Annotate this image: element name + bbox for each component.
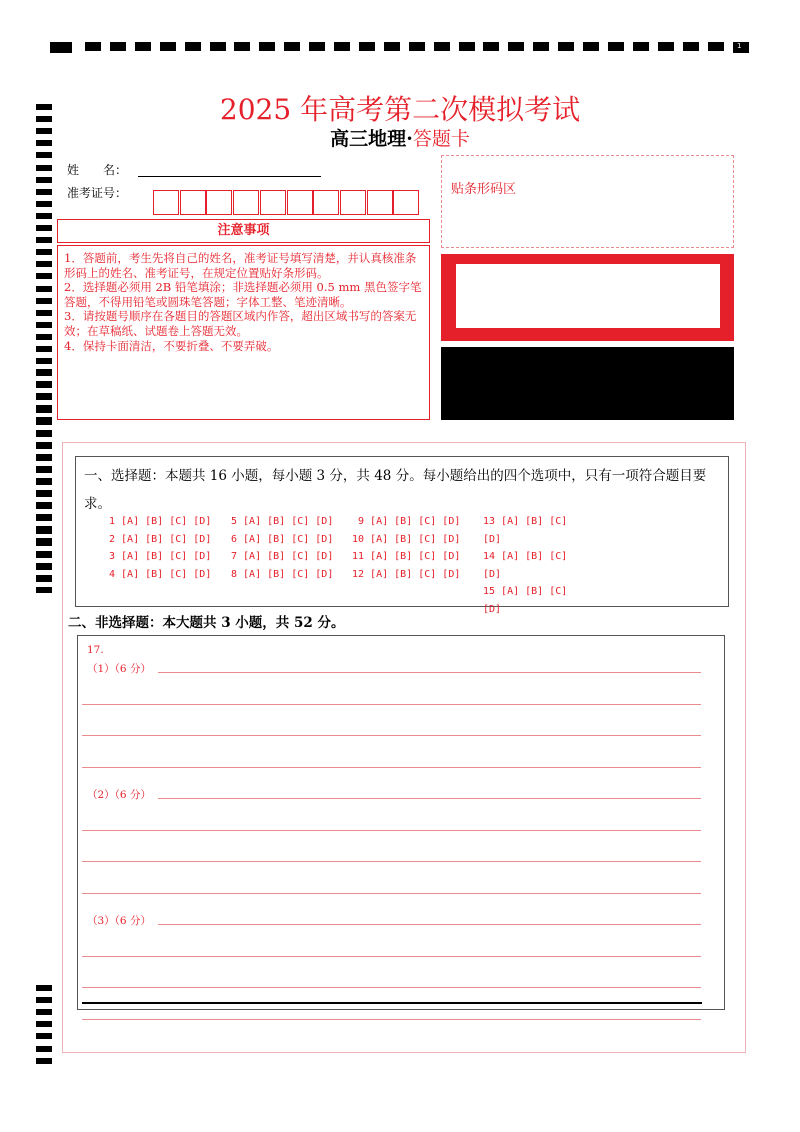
timing-mark	[36, 478, 52, 484]
choice-item[interactable]: 8 [A] [B] [C] [D]	[231, 568, 334, 580]
timing-mark	[36, 358, 52, 364]
question-17-label: 17.	[87, 644, 104, 656]
answer-line[interactable]	[82, 893, 701, 894]
timing-mark	[210, 42, 226, 51]
timing-mark	[36, 466, 52, 472]
timing-mark	[36, 551, 52, 557]
choice-item[interactable]: 3 [A] [B] [C] [D]	[109, 551, 212, 563]
timing-mark	[36, 261, 52, 267]
choice-item[interactable]: 9 [A] [B] [C] [D]	[352, 516, 461, 527]
timing-mark	[36, 393, 52, 399]
exam-id-cell[interactable]	[180, 190, 206, 215]
notice-item: 3．请按题号顺序在各题目的答题区域内作答，超出区域书写的答案无效；在草稿纸、试题卷上答题无效。	[64, 309, 417, 338]
question-17-box	[77, 635, 725, 1010]
timing-mark	[36, 213, 52, 219]
timing-mark	[533, 42, 549, 51]
timing-mark	[36, 1009, 52, 1015]
answer-line[interactable]	[82, 987, 701, 988]
answer-line[interactable]	[82, 704, 701, 705]
timing-mark	[36, 286, 52, 292]
timing-mark	[658, 42, 674, 51]
q17-part3-label: （3）（6 分）	[87, 915, 151, 927]
timing-mark	[309, 42, 325, 51]
exam-id-cell[interactable]	[287, 190, 313, 215]
timing-mark	[334, 42, 350, 51]
name-field[interactable]	[138, 176, 321, 177]
timing-mark	[36, 563, 52, 569]
timing-mark	[483, 42, 499, 51]
timing-mark	[36, 997, 52, 1003]
timing-mark	[36, 334, 52, 340]
timing-mark	[409, 42, 425, 51]
choice-item[interactable]: 10 [A] [B] [C] [D]	[352, 533, 461, 545]
page-number-box	[733, 42, 749, 53]
choice-item[interactable]: 7 [A] [B] [C] [D]	[231, 551, 334, 563]
timing-mark	[36, 575, 52, 581]
timing-mark	[36, 526, 52, 532]
choice-item[interactable]: 14 [A] [B] [C]	[483, 551, 568, 563]
timing-mark	[185, 42, 201, 51]
timing-mark	[36, 538, 52, 544]
timing-mark	[36, 1021, 52, 1027]
timing-mark	[36, 1058, 52, 1064]
timing-mark	[459, 42, 475, 51]
exam-id-label: 准考证号：	[67, 186, 128, 200]
q17-part2-label: （2）（6 分）	[87, 789, 151, 801]
exam-id-cell[interactable]	[393, 190, 419, 215]
answer-line[interactable]	[158, 924, 701, 925]
exam-id-cell[interactable]	[233, 190, 259, 215]
timing-mark	[36, 381, 52, 387]
section1-title: 一、选择题：本题共 16 小题，每小题 3 分，共 48 分。每小题给出的四个选项中，只有一项符合题目要求。	[84, 468, 707, 512]
timing-mark	[36, 454, 52, 460]
answer-line[interactable]	[158, 798, 701, 799]
timing-mark	[36, 249, 52, 255]
notice-body	[57, 245, 430, 420]
timing-mark	[110, 42, 126, 51]
timing-mark	[36, 189, 52, 195]
timing-mark	[36, 298, 52, 304]
timing-mark	[434, 42, 450, 51]
answer-card-label: 答题卡	[412, 128, 470, 150]
choice-item[interactable]: 11 [A] [B] [C] [D]	[352, 551, 461, 563]
choice-item[interactable]: 13 [A] [B] [C]	[483, 516, 568, 527]
answer-line[interactable]	[158, 672, 701, 673]
timing-mark	[36, 502, 52, 508]
choice-item[interactable]: 5 [A] [B] [C] [D]	[231, 516, 334, 527]
answer-line[interactable]	[82, 767, 701, 768]
timing-mark	[85, 42, 101, 51]
timing-mark	[36, 165, 52, 171]
exam-id-cell[interactable]	[260, 190, 286, 215]
exam-id-cell[interactable]	[153, 190, 179, 215]
timing-mark	[36, 430, 52, 436]
notice-item: 4．保持卡面清洁，不要折叠、不要弄破。	[64, 338, 279, 353]
timing-mark	[583, 42, 599, 51]
choice-item[interactable]: 2 [A] [B] [C] [D]	[109, 533, 212, 545]
timing-mark	[36, 152, 52, 158]
answer-line[interactable]	[82, 735, 701, 736]
notice-item: 2．选择题必须用 2B 铅笔填涂；非选择题必须用 0.5 mm 黑色签字笔答题，不得用铅笔或圆珠笔答题；字体工整、笔迹清晰。	[64, 280, 422, 309]
timing-mark	[36, 1033, 52, 1039]
timing-mark	[36, 225, 52, 231]
timing-mark	[36, 177, 52, 183]
exam-title: 2025 年高考第二次模拟考试	[219, 93, 581, 126]
timing-mark	[558, 42, 574, 51]
timing-mark	[36, 273, 52, 279]
timing-mark	[50, 42, 72, 53]
q17-part1-label: （1）（6 分）	[87, 663, 151, 675]
subject-name: 高三地理	[330, 128, 407, 150]
timing-mark	[359, 42, 375, 51]
timing-mark	[36, 322, 52, 328]
choice-item[interactable]: 1 [A] [B] [C] [D]	[109, 516, 212, 527]
exam-id-cell[interactable]	[367, 190, 393, 215]
timing-mark	[508, 42, 524, 51]
timing-mark	[36, 1046, 52, 1052]
timing-mark	[384, 42, 400, 51]
barcode-area	[441, 155, 734, 248]
exam-id-cell[interactable]	[313, 190, 339, 215]
timing-mark	[259, 42, 275, 51]
timing-mark	[36, 587, 52, 593]
choice-item[interactable]: 12 [A] [B] [C] [D]	[352, 568, 461, 580]
page-number: 1	[737, 42, 742, 50]
section2-title: 二、非选择题：本大题共 3 小题，共 52 分。	[68, 615, 345, 631]
notice-item: 1．答题前，考生先将自己的姓名，准考证号填写清楚，并认真核准条形码上的姓名、准考证号，在规定位置贴好条形码。	[64, 251, 417, 280]
timing-mark	[36, 985, 52, 991]
notice-heading: 注意事项	[57, 219, 430, 243]
answer-line[interactable]	[82, 956, 701, 957]
timing-mark	[708, 42, 724, 51]
timing-mark	[36, 442, 52, 448]
absence-mark-frame	[441, 254, 734, 341]
timing-mark	[284, 42, 300, 51]
answer-line[interactable]	[82, 1019, 701, 1020]
timing-mark	[36, 237, 52, 243]
timing-mark	[36, 490, 52, 496]
exam-subtitle	[0, 124, 800, 151]
exam-id-cell[interactable]	[340, 190, 366, 215]
timing-mark	[36, 369, 52, 375]
timing-mark	[683, 42, 699, 51]
answer-line[interactable]	[82, 830, 701, 831]
black-marker-block	[441, 347, 734, 420]
subtitle-separator: ·	[406, 128, 413, 150]
timing-mark	[36, 310, 52, 316]
timing-mark	[608, 42, 624, 51]
timing-mark	[633, 42, 649, 51]
timing-mark	[36, 201, 52, 207]
choice-item[interactable]: [D]	[483, 568, 502, 580]
choice-item[interactable]: [D]	[483, 533, 502, 545]
answer-end-line	[82, 1002, 702, 1004]
timing-mark	[36, 346, 52, 352]
answer-line[interactable]	[82, 861, 701, 862]
timing-mark	[36, 405, 52, 411]
choice-item[interactable]: 4 [A] [B] [C] [D]	[109, 568, 212, 580]
barcode-label: 贴条形码区	[451, 182, 517, 197]
choice-item[interactable]: 15 [A] [B] [C]	[483, 586, 568, 598]
timing-mark	[36, 417, 52, 423]
choice-item[interactable]: 6 [A] [B] [C] [D]	[231, 533, 334, 545]
timing-mark	[36, 514, 52, 520]
exam-id-cell[interactable]	[206, 190, 232, 215]
timing-mark	[160, 42, 176, 51]
choice-item[interactable]: [D]	[483, 604, 502, 615]
name-label: 姓 名：	[67, 163, 128, 177]
timing-mark	[135, 42, 151, 51]
timing-mark	[234, 42, 250, 51]
